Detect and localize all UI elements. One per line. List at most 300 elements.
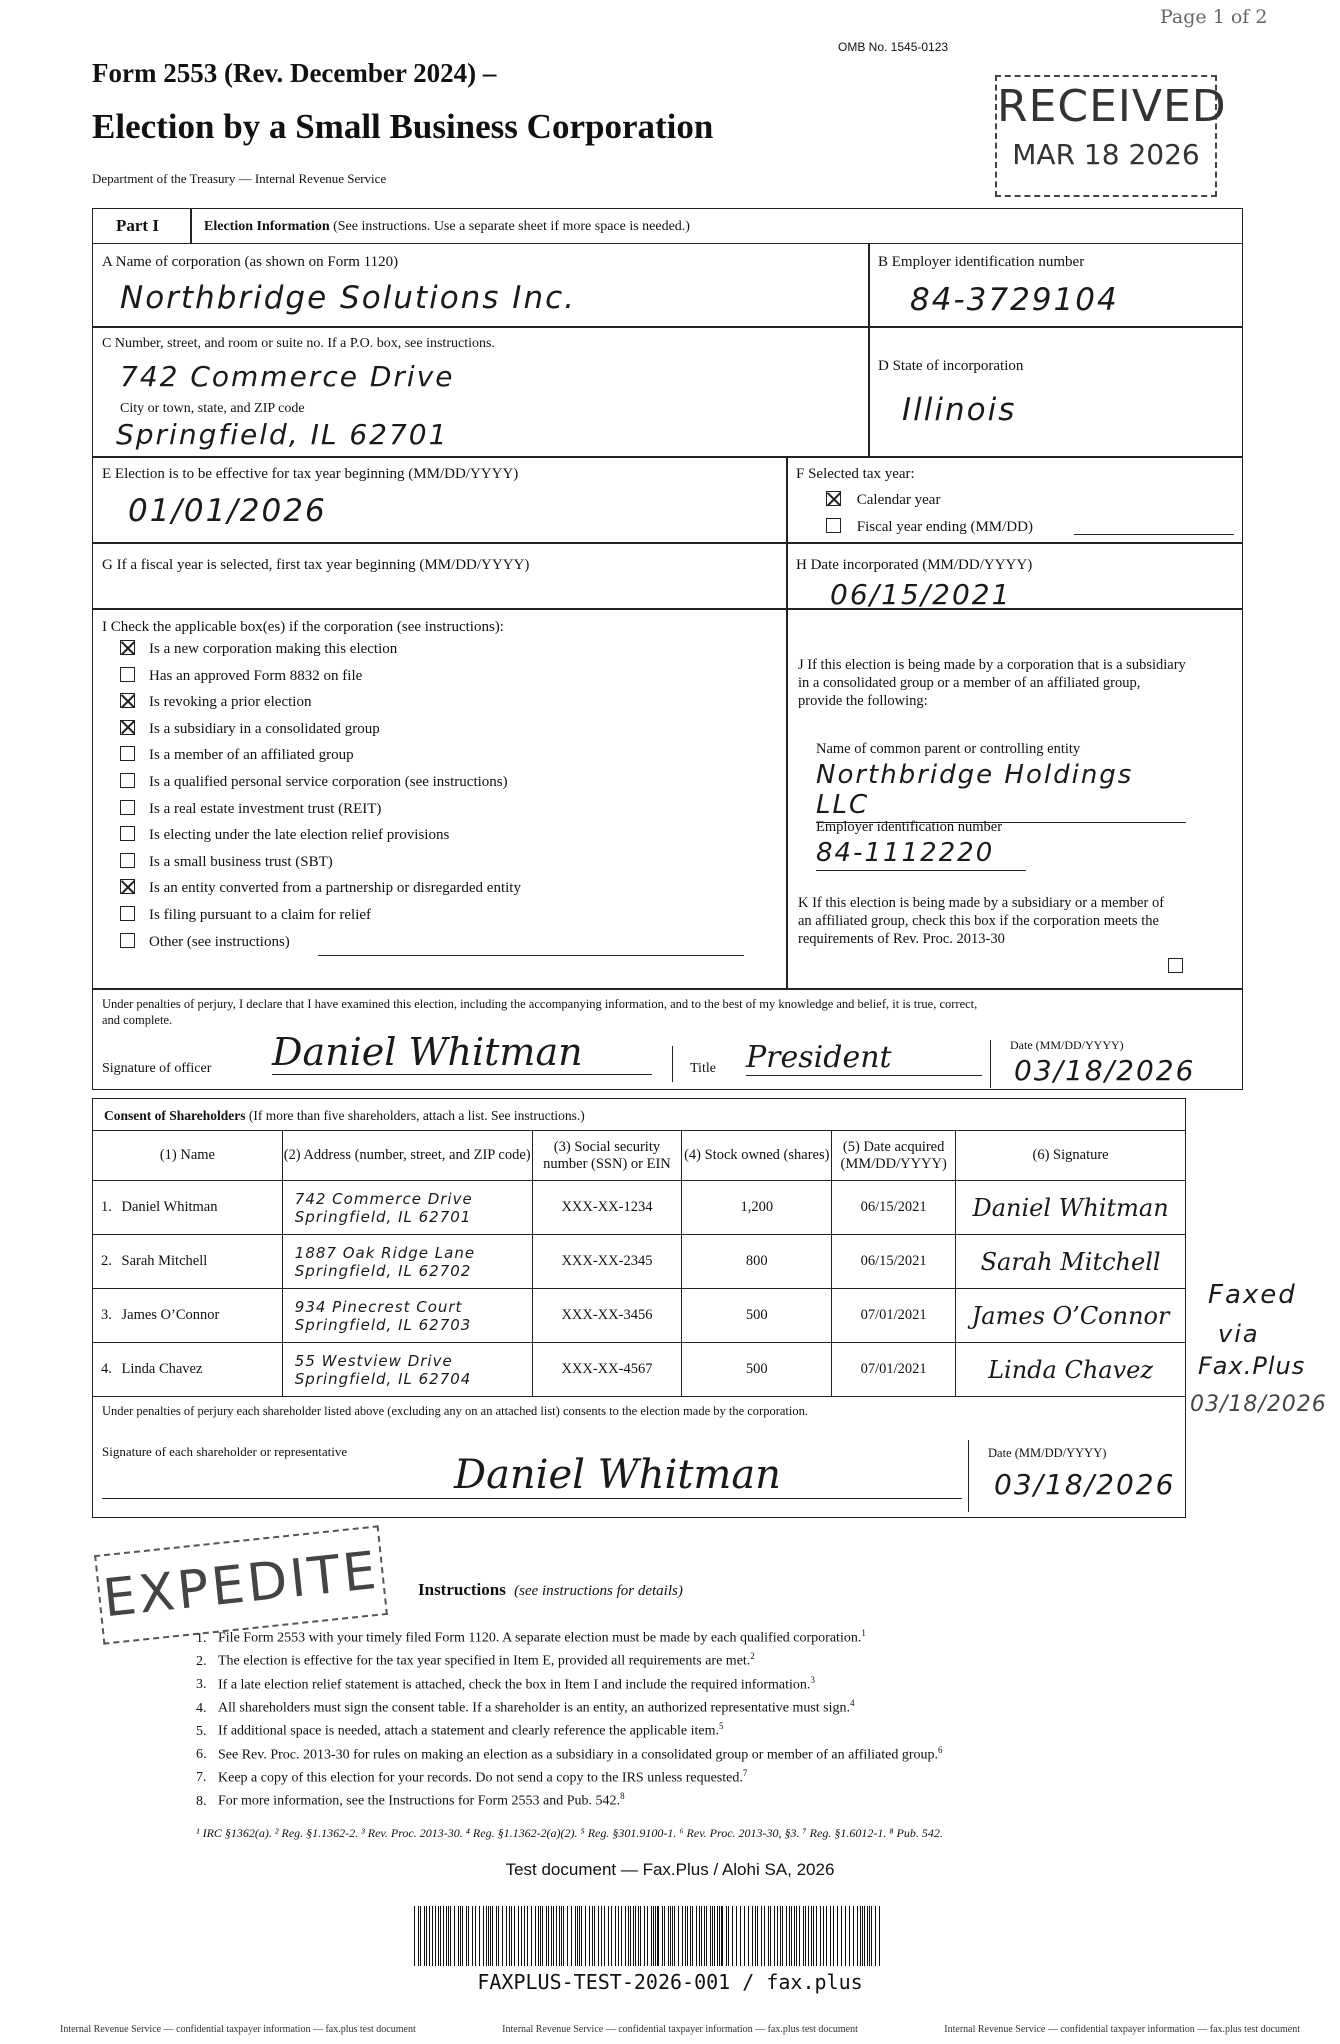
barcode-bar [674,1906,675,1966]
received-stamp-title: RECEIVED [997,81,1227,132]
k-checkbox[interactable] [1168,958,1183,973]
barcode-bar [782,1906,783,1966]
shareholder-ssn[interactable]: XXX-XX-3456 [532,1289,682,1343]
fiscal-year-checkbox[interactable] [826,518,841,533]
barcode-bar [511,1906,512,1966]
shareholder-address-line2: Springfield, IL 62701 [294,1207,472,1226]
barcode-bar [721,1906,723,1966]
item-i-label: Is a new corporation making this election [149,641,398,657]
shareholder-date-acquired[interactable]: 06/15/2021 [832,1235,956,1289]
barcode-bar [458,1906,459,1966]
instruction-item [196,1745,943,1764]
field-d-label: D State of incorporation [878,358,1024,374]
barcode-bar [833,1906,834,1966]
part1-heading: Election Information [204,219,330,234]
barcode-bar [726,1906,727,1966]
barcode-bar [740,1906,741,1966]
barcode-bar [638,1906,639,1966]
barcode-bar [630,1906,631,1966]
barcode-bar [621,1906,622,1966]
shareholder-ssn[interactable]: XXX-XX-1234 [532,1181,682,1235]
field-k-label: K If this election is being made by a subsidiary or a member of an affiliated group, check this box if the corporation meets the requirements of Rev. Proc. 2013-30 [798,895,1165,948]
test-document-label: Test document — Fax.Plus / Alohi SA, 2026 [505,1860,835,1879]
barcode-bar [577,1906,578,1966]
shareholder-name: Linda Chavez [121,1361,203,1377]
calendar-year-label: Calendar year [856,492,941,508]
barcode-bar [879,1906,880,1966]
barcode-bar [682,1906,683,1966]
expedite-stamp [94,1525,388,1644]
barcode-bar [808,1906,809,1966]
field-g-label: G If a fiscal year is selected, first tax year beginning (MM/DD/YYYY) [102,557,530,573]
shareholder-ssn[interactable]: XXX-XX-2345 [532,1235,682,1289]
shareholder-date-acquired[interactable]: 07/01/2021 [832,1343,956,1397]
item-i-checkbox[interactable] [120,693,135,708]
margin-note-1: Faxed [1208,1280,1297,1310]
item-i-checkbox[interactable] [120,853,135,868]
item-i-checkbox[interactable] [120,800,135,815]
shareholder-signature-cell[interactable]: James O’Connor [956,1289,1186,1343]
barcode-bar [841,1906,842,1966]
item-i-checkbox[interactable] [120,640,135,655]
instruction-item [196,1675,815,1694]
barcode-bar [546,1906,547,1966]
barcode-bar [794,1906,795,1966]
item-i-checkbox[interactable] [120,773,135,788]
shareholder-number: 2. [101,1253,112,1269]
shareholders-heading-note: (If more than five shareholders, attach a list. See instructions.) [248,1108,585,1123]
barcode-bar [618,1906,619,1966]
barcode-bar [490,1906,491,1966]
shareholder-name-cell [93,1235,283,1289]
item-i-row [120,800,381,818]
barcode-bar [496,1906,497,1966]
parent-ein-label: Employer identification number [816,819,1003,835]
barcode-bar [548,1906,549,1966]
item-i-row [120,879,521,897]
barcode-bar [492,1906,493,1966]
instruction-text: If additional space is needed, attach a statement and clearly reference the applicable item. [218,1723,720,1739]
shareholder-ssn[interactable]: XXX-XX-4567 [532,1343,682,1397]
barcode-bar [719,1906,720,1966]
shareholder-row [93,1181,1186,1235]
barcode-bar [710,1906,711,1966]
item-i-label: Is a small business trust (SBT) [149,853,333,870]
barcode-bar [664,1906,665,1966]
shareholder-signature-label: Signature of each shareholder or representative [102,1444,348,1459]
barcode-bar [830,1906,831,1966]
shareholder-name: Sarah Mitchell [121,1253,208,1269]
barcode-bar [704,1906,705,1966]
footer-text-3: Internal Revenue Service — confidential taxpayer information — fax.plus test document [944,2024,1300,2035]
barcode-bar [635,1906,636,1966]
shareholder-number: 3. [101,1307,112,1323]
item-i-checkbox[interactable] [120,906,135,921]
barcode-bar [651,1906,652,1966]
barcode-bar [561,1906,562,1966]
barcode-bar [440,1906,441,1966]
barcode-bar [736,1906,737,1966]
instruction-number: 6. [196,1747,207,1763]
officer-date-value[interactable]: 03/18/2026 [1014,1054,1196,1087]
effective-date-value[interactable]: 01/01/2026 [128,493,327,529]
state-value[interactable]: Illinois [902,392,1017,428]
instruction-footnote-ref: 3 [810,1674,815,1685]
item-i-checkbox[interactable] [120,746,135,761]
barcode-bar [816,1906,817,1966]
shareholder-number: 4. [101,1361,112,1377]
barcode-bar [732,1906,733,1966]
barcode-bar [845,1906,846,1966]
shareholder-address-line2: Springfield, IL 62702 [294,1261,472,1280]
barcode-bar [712,1906,713,1966]
shareholder-address-line1: 1887 Oak Ridge Lane [294,1243,476,1262]
item-i-label: Is revoking a prior election [149,694,312,711]
shareholder-date-label: Date (MM/DD/YYYY) [988,1446,1107,1460]
barcode-bar [657,1906,659,1966]
shareholder-shares[interactable]: 500 [682,1289,832,1343]
barcode-bar [460,1906,461,1966]
item-i-row [120,640,397,658]
barcode-bar [853,1906,854,1966]
barcode-bar [864,1906,865,1966]
barcode-bar [542,1906,543,1966]
item-i-checkbox[interactable] [120,879,135,894]
item-i-label: Is filing pursuant to a claim for relief [149,907,372,923]
barcode-bar [559,1906,560,1966]
barcode-bar [752,1906,753,1966]
item-i-label: Is an entity converted from a partnership or disregarded entity [149,880,521,897]
item-i-row [120,720,380,738]
instruction-text: The election is effective for the tax year specified in Item E, provided all requirements are met. [218,1653,751,1669]
col-name-header: (1) Name [93,1131,283,1181]
instruction-number: 2. [196,1653,207,1669]
shareholder-signature-cell[interactable]: Daniel Whitman [956,1181,1186,1235]
barcode-bar [567,1906,568,1966]
city-value[interactable]: Springfield, IL 62701 [116,418,449,451]
item-i-row [120,667,362,685]
barcode-bar [653,1906,654,1966]
part1-label: Part I [116,216,159,235]
barcode-bar [486,1906,487,1966]
barcode-text: FAXPLUS-TEST-2026-001 / fax.plus [477,1970,863,1994]
form-subtitle: Election by a Small Business Corporation [92,107,714,146]
barcode-bar [862,1906,863,1966]
barcode-bar [462,1906,463,1966]
barcode-bar [633,1906,634,1966]
shareholder-address-line1: 934 Pinecrest Court [294,1297,463,1316]
barcode-bar [424,1906,425,1966]
barcode-bar [849,1906,850,1966]
shareholder-shares[interactable]: 1,200 [682,1181,832,1235]
officer-signature-label: Signature of officer [102,1061,212,1076]
expedite-stamp-text: EXPEDITE [100,1540,382,1630]
barcode-bar [867,1906,868,1966]
corporation-name-value[interactable]: Northbridge Solutions Inc. [120,280,576,316]
barcode-bar [509,1906,510,1966]
barcode-bar [466,1906,467,1966]
shareholder-row [93,1289,1186,1343]
barcode-bar [869,1906,870,1966]
calendar-year-checkbox[interactable] [826,491,841,506]
barcode-bar [579,1906,580,1966]
barcode-bar [625,1906,626,1966]
barcode-bar [701,1906,702,1966]
barcode-bar [706,1906,707,1966]
barcode-bar [662,1906,663,1966]
instruction-footnote-ref: 2 [750,1651,755,1662]
item-i-row [120,853,333,871]
item-i-checkbox[interactable] [120,720,135,735]
barcode-bar [777,1906,778,1966]
barcode-bar [615,1906,616,1966]
shareholder-address-cell[interactable] [282,1343,532,1397]
barcode-bar [717,1906,718,1966]
barcode-bar [803,1906,804,1966]
field-e-label: E Election is to be effective for tax year beginning (MM/DD/YYYY) [102,466,519,482]
omb-number: OMB No. 1545-0123 [838,40,949,54]
instruction-item [196,1628,866,1647]
instruction-item [196,1721,724,1740]
shareholder-address-cell[interactable] [282,1235,532,1289]
instruction-item [196,1791,625,1810]
item-i-row [120,693,311,711]
footnotes: ¹ IRC §1362(a). ² Reg. §1.1362-2. ³ Rev. Proc. 2013-30. ⁴ Reg. §1.1362-2(a)(2). ⁵ Reg. §301.9100-1. ⁶ Rev. Proc. 2013-30, §3. ⁷ Reg. §1.6012-1. ⁸ Pub. 542. [196,1826,943,1840]
barcode-bar [757,1906,758,1966]
barcode-bar [432,1906,433,1966]
form-title: Form 2553 (Rev. December 2024) – [92,58,497,88]
barcode-bar [598,1906,599,1966]
barcode-bar [647,1906,648,1966]
item-i-checklist [92,640,782,980]
margin-note-3: Fax.Plus [1198,1352,1306,1380]
barcode-bar [823,1906,824,1966]
shareholder-date-acquired[interactable]: 06/15/2021 [832,1181,956,1235]
parent-ein-value[interactable]: 84-1112220 [816,838,1026,871]
barcode-bar [531,1906,532,1966]
shareholder-date-acquired[interactable]: 07/01/2021 [832,1289,956,1343]
item-i-checkbox[interactable] [120,667,135,682]
barcode-bar [805,1906,806,1966]
barcode-bar [426,1906,427,1966]
shareholder-row [93,1343,1186,1397]
barcode-bar [581,1906,582,1966]
barcode-bar [786,1906,787,1966]
barcode-bar [796,1906,797,1966]
barcode-bar [518,1906,519,1966]
barcode-bar [571,1906,572,1966]
shareholder-date-value[interactable]: 03/18/2026 [994,1468,1176,1501]
item-i-row [120,906,371,924]
street-value[interactable]: 742 Commerce Drive [120,360,455,393]
barcode-bar [764,1906,765,1966]
item-i-label: Is a member of an affiliated group [149,747,354,764]
shareholders-heading: Consent of Shareholders [104,1108,246,1123]
shareholder-row [93,1235,1186,1289]
shareholder-address-line1: 742 Commerce Drive [294,1189,473,1208]
shareholder-address-line1: 55 Westview Drive [294,1351,453,1370]
barcode-bar [438,1906,439,1966]
received-stamp [995,75,1227,197]
barcode-bar [799,1906,800,1966]
barcode-bar [875,1906,876,1966]
barcode-bar [514,1906,515,1966]
barcode-bar [755,1906,756,1966]
item-i-label: Is a real estate investment trust (REIT) [149,800,382,817]
instruction-footnote-ref: 1 [861,1628,866,1638]
department: Department of the Treasury — Internal Revenue Service [92,171,387,186]
shareholder-signature-cell[interactable]: Linda Chavez [956,1343,1186,1397]
shareholder-shares[interactable]: 500 [682,1343,832,1397]
barcode-bar [475,1906,476,1966]
instruction-number: 5. [196,1723,207,1739]
item-i-checkbox[interactable] [120,933,135,948]
barcode-bar [418,1906,419,1966]
shareholders-table [92,1130,1186,1397]
instruction-number: 1. [196,1630,207,1646]
barcode-bar [435,1906,436,1966]
other-input[interactable] [318,955,744,956]
barcode-bar [414,1906,415,1966]
field-f-label: F Selected tax year: [796,466,915,482]
barcode-bar [479,1906,480,1966]
margin-note-4: 03/18/2026 [1190,1392,1327,1417]
barcode-bar [820,1906,821,1966]
barcode-bar [448,1906,449,1966]
item-i-label: Is electing under the late election relief provisions [149,827,450,844]
barcode-bar [860,1906,861,1966]
barcode-bar [811,1906,812,1966]
shareholder-signature-cell[interactable]: Sarah Mitchell [956,1235,1186,1289]
col-address-header: (2) Address (number, street, and ZIP code) [282,1131,532,1181]
instruction-item [196,1768,747,1787]
barcode-bar [813,1906,814,1966]
barcode-bar [668,1906,669,1966]
received-stamp-date: MAR 18 2026 [1012,138,1200,171]
ein-value[interactable]: 84-3729104 [910,282,1119,318]
barcode-bar [608,1906,609,1966]
col-stock-header: (4) Stock owned (shares) [682,1131,832,1181]
instruction-text: If a late election relief statement is attached, check the box in Item I and include the required information. [218,1677,811,1693]
instruction-text: For more information, see the Instructions for Form 2553 and Pub. 542. [218,1793,621,1809]
barcode-bar [670,1906,671,1966]
barcode-bar [585,1906,586,1966]
barcode-bar [446,1906,447,1966]
shareholder-name-cell [93,1343,283,1397]
shareholder-name: Daniel Whitman [121,1199,218,1215]
col-ssn-header: (3) Social security number (SSN) or EIN [532,1131,682,1181]
officer-date-label: Date (MM/DD/YYYY) [1010,1038,1124,1052]
date-incorporated-value[interactable]: 06/15/2021 [830,578,1012,611]
col-signature-header: (6) Signature [956,1131,1186,1181]
barcode-bar [472,1906,473,1966]
barcode-bar [789,1906,790,1966]
barcode-bar [611,1906,612,1966]
shareholder-address-cell[interactable] [282,1289,532,1343]
col-date-header: (5) Date acquired (MM/DD/YYYY) [832,1131,956,1181]
barcode-bar [563,1906,564,1966]
instruction-text: File Form 2553 with your timely filed Form 1120. A separate election must be made by each qualified corporation. [218,1630,862,1646]
barcode-bar [728,1906,729,1966]
shareholder-address-line2: Springfield, IL 62703 [294,1315,472,1334]
barcode-bar [857,1906,858,1966]
shareholder-name-cell [93,1289,283,1343]
shareholder-address-cell[interactable] [282,1181,532,1235]
barcode-bar [744,1906,745,1966]
item-i-label: Has an approved Form 8832 on file [149,667,363,684]
instruction-number: 3. [196,1677,207,1693]
margin-note-2: via [1218,1320,1260,1348]
fiscal-year-input[interactable] [1074,534,1234,535]
barcode-bar [506,1906,507,1966]
barcode-bar [655,1906,656,1966]
shareholder-name: James O’Connor [121,1307,220,1323]
city-label: City or town, state, and ZIP code [120,401,305,416]
barcode-bar [770,1906,771,1966]
barcode-bar [714,1906,715,1966]
barcode-bar [429,1906,430,1966]
barcode-bar [672,1906,673,1966]
barcode-bar [553,1906,554,1966]
footer-text-1: Internal Revenue Service — confidential taxpayer information — fax.plus test document [60,2024,416,2035]
field-a-label: A Name of corporation (as shown on Form 1120) [102,254,399,270]
barcode-bar [748,1906,749,1966]
barcode-bar [535,1906,536,1966]
shareholder-shares[interactable]: 800 [682,1235,832,1289]
field-i-label: I Check the applicable box(es) if the corporation (see instructions): [102,619,504,635]
barcode-bar [826,1906,827,1966]
barcode-bar [483,1906,484,1966]
shareholder-address-line2: Springfield, IL 62704 [294,1369,472,1388]
instruction-number: 7. [196,1770,207,1786]
instruction-footnote-ref: 4 [850,1697,855,1708]
instruction-item [196,1651,755,1670]
field-h-label: H Date incorporated (MM/DD/YYYY) [796,557,1033,573]
instruction-text: Keep a copy of this election for your records. Do not send a copy to the IRS unless requested. [218,1770,743,1786]
barcode-bar [692,1906,693,1966]
barcode-bar [521,1906,522,1966]
barcode [414,1906,884,1966]
instructions-title: Instructions [418,1580,506,1599]
parent-name-label: Name of common parent or controlling entity [816,741,1081,757]
instruction-text: See Rev. Proc. 2013-30 for rules on making an election as a subsidiary in a consolidated group or member of an affiliated group. [218,1747,939,1763]
item-i-row [120,746,354,764]
barcode-bar [678,1906,679,1966]
barcode-bar [443,1906,444,1966]
barcode-bar [699,1906,700,1966]
barcode-bar [575,1906,576,1966]
barcode-bar [540,1906,541,1966]
instruction-footnote-ref: 7 [742,1767,748,1778]
part1-heading-note: (See instructions. Use a separate sheet if more space is needed.) [333,219,690,234]
instruction-number: 4. [196,1700,207,1716]
field-c-label: C Number, street, and room or suite no. If a P.O. box, see instructions. [102,336,495,351]
barcode-bar [538,1906,539,1966]
barcode-bar [551,1906,552,1966]
parent-name-value[interactable]: Northbridge Holdings LLC [816,760,1186,823]
instructions-title-note: (see instructions for details) [514,1583,683,1599]
barcode-bar [420,1906,421,1966]
barcode-bar [628,1906,629,1966]
barcode-bar [527,1906,528,1966]
officer-signature[interactable]: Daniel Whitman [272,1030,652,1075]
shareholder-name-cell [93,1181,283,1235]
shareholder-signature[interactable]: Daniel Whitman [102,1452,962,1499]
officer-title-value[interactable]: President [746,1040,982,1076]
barcode-bar [644,1906,645,1966]
item-i-checkbox[interactable] [120,826,135,841]
instruction-footnote-ref: 5 [719,1721,724,1732]
